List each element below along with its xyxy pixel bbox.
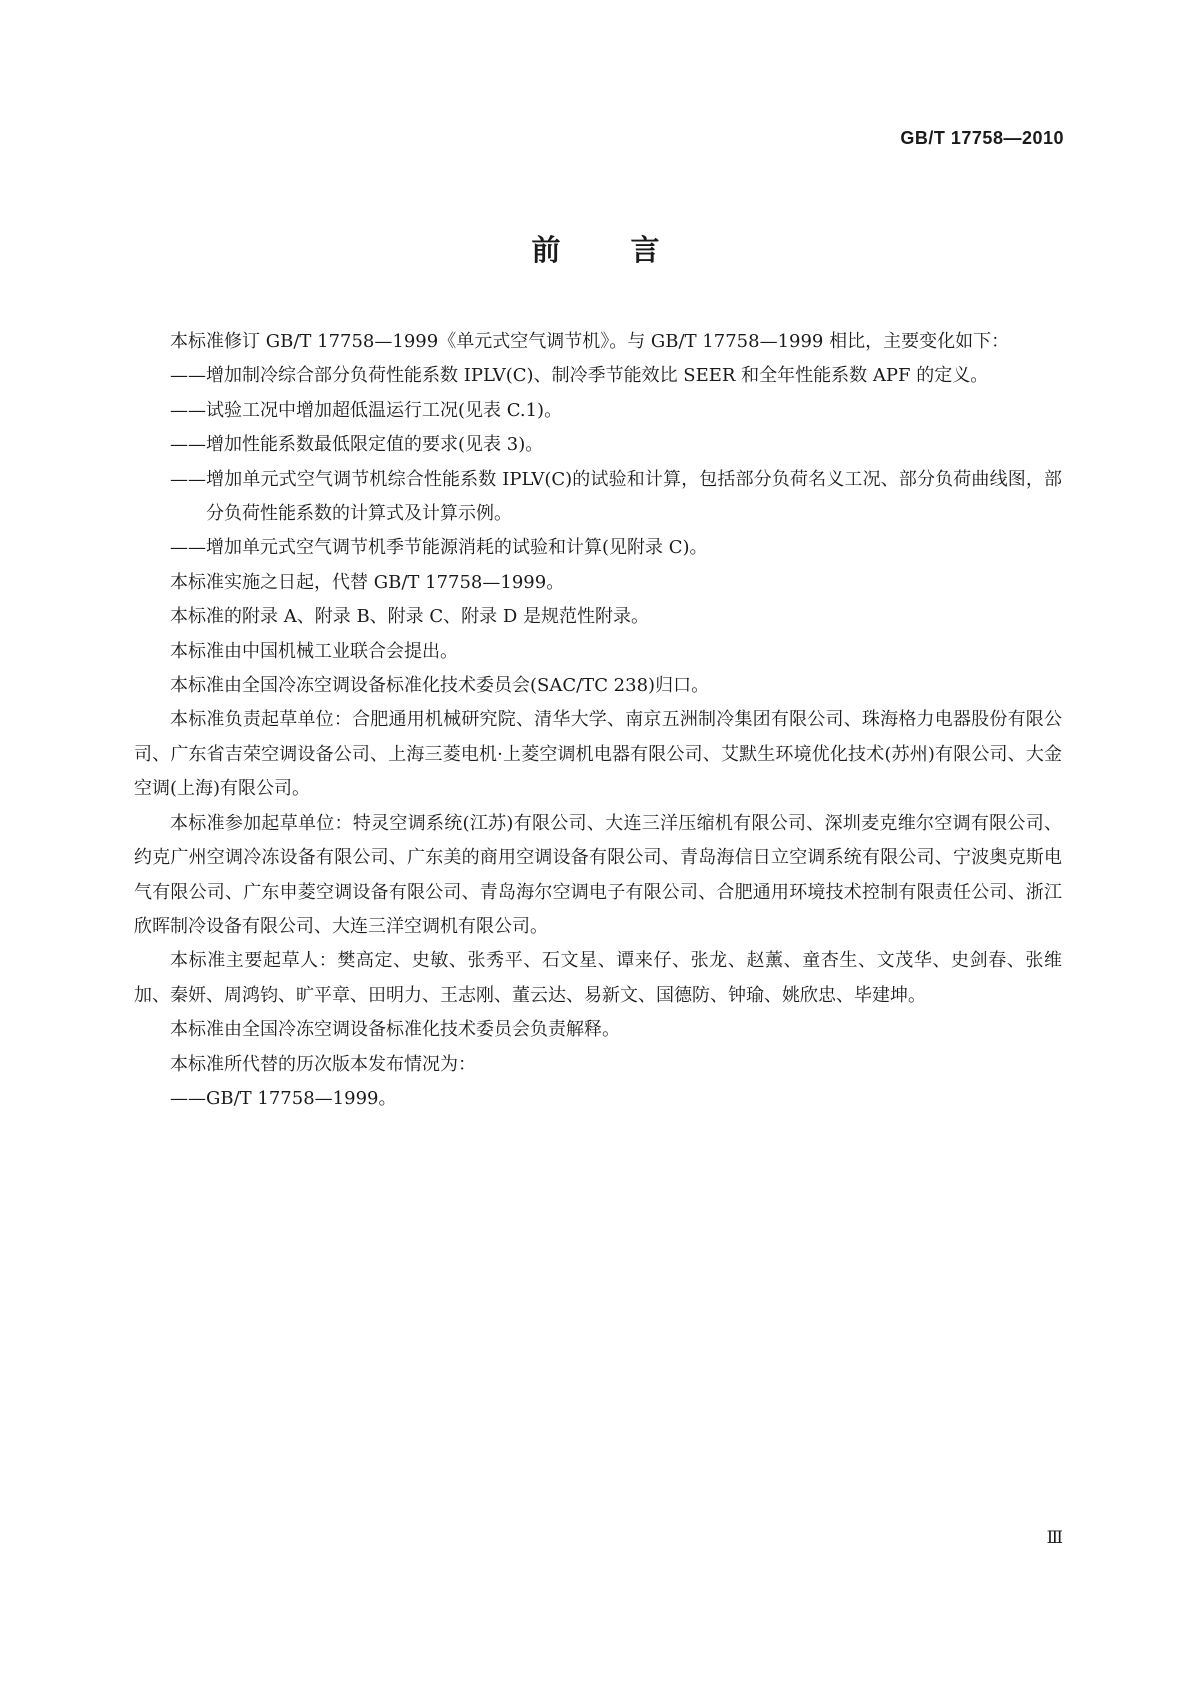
document-body — [134, 325, 1062, 1116]
paragraph-drafters: 本标准主要起草人：樊高定、史敏、张秀平、石文星、谭来仔、张龙、赵薰、童杏生、文茂华、史剑春、张维加、秦妍、周鸿钧、旷平章、田明力、王志刚、董云达、易新文、国德防、钟瑜、姚欣忠、毕建坤。 — [134, 950, 1062, 1006]
paragraph: 本标准由全国冷冻空调设备标准化技术委员会(SAC/TC 238)归口。 — [170, 675, 710, 697]
paragraph-participating-units: 本标准参加起草单位：特灵空调系统(江苏)有限公司、大连三洋压缩机有限公司、深圳麦克维尔空调有限公司、约克广州空调冷冻设备有限公司、广东美的商用空调设备有限公司、青岛海信日立空调系统有限公司、宁波奥克斯电气有限公司、广东申菱空调设备有限公司、青岛海尔空调电子有限公司、合肥通用环境技术控制有限责任公司、浙江欣晖制冷设备有限公司、大连三洋空调机有限公司。 — [134, 812, 1062, 937]
list-item: ——增加制冷综合部分负荷性能系数 IPLV(C)、制冷季节能效比 SEER 和全年性能系数 APF 的定义。 — [170, 365, 989, 387]
page-title: 前 言 — [531, 233, 690, 267]
list-item: ——增加单元式空气调节机季节能源消耗的试验和计算(见附录 C)。 — [170, 537, 708, 559]
list-item: ——试验工况中增加超低温运行工况(见表 C.1)。 — [170, 399, 563, 421]
page-number: Ⅲ — [1046, 1528, 1063, 1548]
paragraph: 本标准由中国机械工业联合会提出。 — [170, 640, 458, 662]
list-item: ——GB/T 17758—1999。 — [170, 1087, 397, 1109]
list-item: ——增加单元式空气调节机综合性能系数 IPLV(C)的试验和计算，包括部分负荷名义工况、部分负荷曲线图，部分负荷性能系数的计算式及计算示例。 — [170, 468, 1062, 525]
paragraph: 本标准所代替的历次版本发布情况为： — [170, 1053, 476, 1075]
list-item: ——增加性能系数最低限定值的要求(见表 3)。 — [170, 434, 544, 456]
paragraph-drafting-units: 本标准负责起草单位：合肥通用机械研究院、清华大学、南京五洲制冷集团有限公司、珠海格力电器股份有限公司、广东省吉荣空调设备公司、上海三菱电机·上菱空调机电器有限公司、艾默生环境优化技术(苏州)有限公司、大金空调(上海)有限公司。 — [134, 709, 1062, 800]
paragraph: 本标准实施之日起，代替 GB/T 17758—1999。 — [170, 571, 565, 593]
standard-code: GB/T 17758—2010 — [900, 128, 1064, 148]
paragraph: 本标准的附录 A、附录 B、附录 C、附录 D 是规范性附录。 — [170, 606, 650, 628]
paragraph-intro: 本标准修订 GB/T 17758—1999《单元式空气调节机》。与 GB/T 17758—1999 相比，主要变化如下： — [170, 331, 1010, 352]
paragraph: 本标准由全国冷冻空调设备标准化技术委员会负责解释。 — [170, 1019, 620, 1041]
